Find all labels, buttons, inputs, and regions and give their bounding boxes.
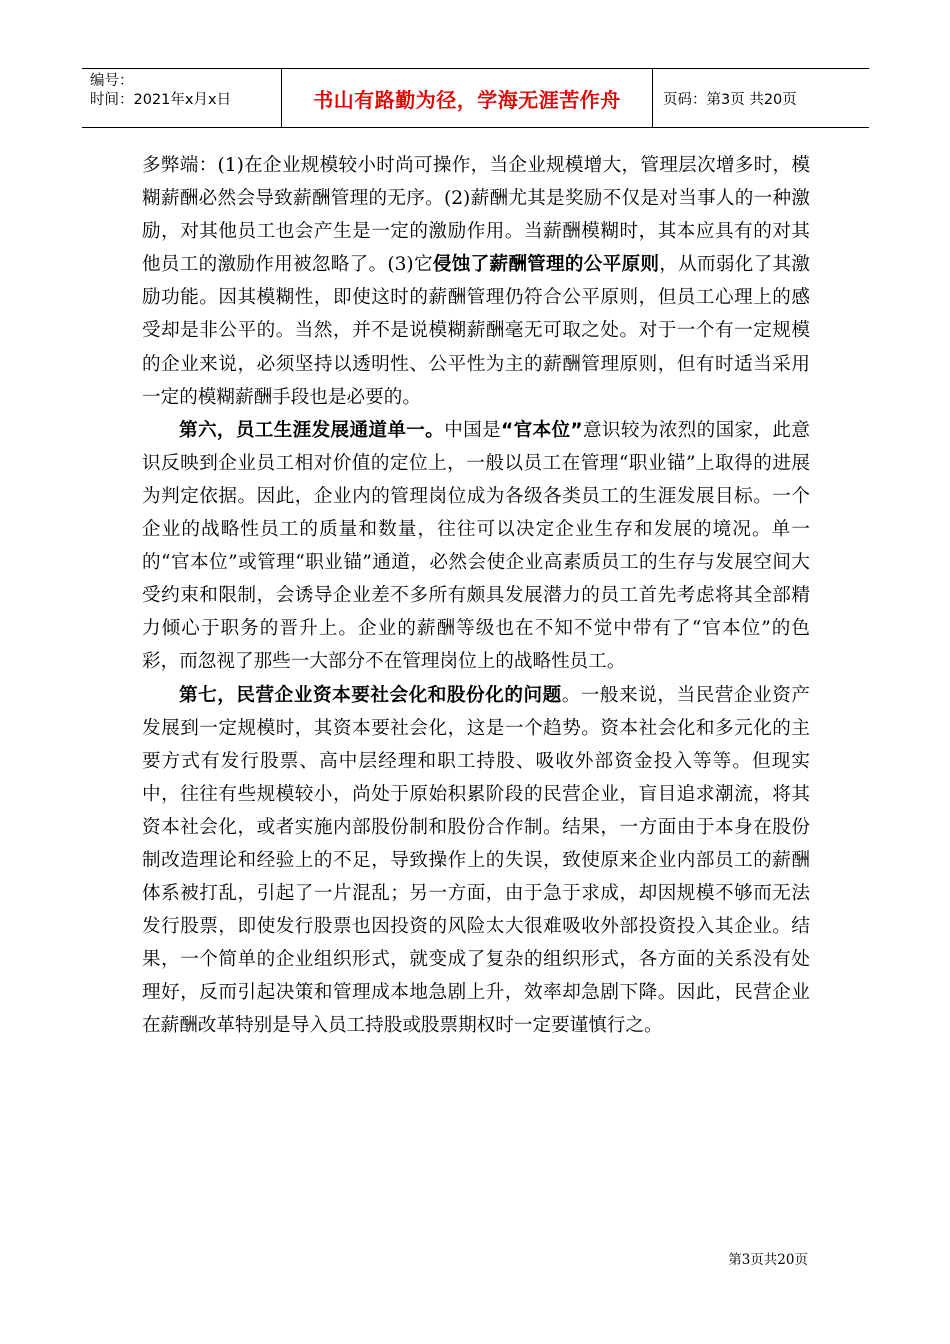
section-heading-sixth: 第六，员工生涯发展通道单一。 [179, 419, 445, 441]
header-time-label: 时间：2021年x月x日 [90, 92, 232, 108]
bold-phrase: 侵蚀了薪酬管理的公平原则 [432, 254, 660, 276]
bold-phrase: “官本位” [501, 419, 583, 441]
page-footer: 第3页共20页 [728, 1252, 808, 1268]
paragraph-3 [142, 679, 810, 1043]
paragraph-text: 意识较为浓烈的国家，此意识反映到企业员工相对价值的定位上，一般以员工在管理“职业锚”上取得的进展为判定依据。因此，企业内的管理岗位成为各级各类员工的生涯发展目标。一个企业的战略性员工的质量和数量，往往可以决定企业生存和发展的境况。单一的“官本位”或管理“职业锚”通道，必然会使企业高素质员工的生存与发展空间大受约束和限制，会诱导企业差不多所有颇具发展潜力的员工首先考虑将其全部精力倾心于职务的晋升上。企业的薪酬等级也在不知不觉中带有了“官本位”的色彩，而忽视了那些一大部分不在管理岗位上的战略性员工。 [142, 419, 810, 673]
header-meta [82, 69, 282, 127]
paragraph-1 [142, 149, 810, 414]
paragraph-text: 中国是 [444, 419, 502, 441]
header-motto: 书山有路勤为径，学海无涯苦作舟 [282, 69, 653, 127]
header-number-label: 编号： [90, 73, 134, 89]
paragraph-text: 。一般来说，当民营企业资产发展到一定规模时，其资本要社会化，这是一个趋势。资本社会化和多元化的主要方式有发行股票、高中层经理和职工持股、吸收外部资金投入等等。但现实中，往往有些规模较小，尚处于原始积累阶段的民营企业，盲目追求潮流，将其资本社会化，或者实施内部股份制和股份合作制。结果，一方面由于本身在股份制改造理论和经验上的不足，导致操作上的失误，致使原来企业内部员工的薪酬体系被打乱，引起了一片混乱；另一方面，由于急于求成，却因规模不够而无法发行股票，即使发行股票也因投资的风险太大很难吸收外部投资投入其企业。结果，一个简单的企业组织形式，就变成了复杂的组织形式，各方面的关系没有处理好，反而引起决策和管理成本地急剧上升，效率却急剧下降。因此，民营企业在薪酬改革特别是导入员工持股或股票期权时一定要谨慎行之。 [142, 684, 810, 1037]
paragraph-2 [142, 414, 810, 679]
header-page-info: 页码：第3页 共20页 [663, 91, 797, 108]
section-heading-seventh: 第七，民营企业资本要社会化和股份化的问题 [179, 684, 562, 706]
page-header [82, 68, 869, 128]
document-body [142, 149, 810, 1043]
paragraph-text: 多弊端：(1)在企业规模较小时尚可操作，当企业规模增大，管理层次增多时，模糊薪酬必然会导致薪酬管理的无序。(2)薪酬尤其是奖励不仅是对当事人的一种激励，对其他员工也会产生是一定的激励作用。当薪酬模糊时，其本应具有的对其他员工的激励作用被忽略了。(3)它 [142, 155, 810, 276]
paragraph-text: ，从而弱化了其激励功能。因其模糊性，即使这时的薪酬管理仍符合公平原则，但员工心理上的感受却是非公平的。当然，并不是说模糊薪酬毫无可取之处。对于一个有一定规模的企业来说，必须坚持以透明性、公平性为主的薪酬管理原则，但有时适当采用一定的模糊薪酬手段也是必要的。 [142, 254, 810, 408]
